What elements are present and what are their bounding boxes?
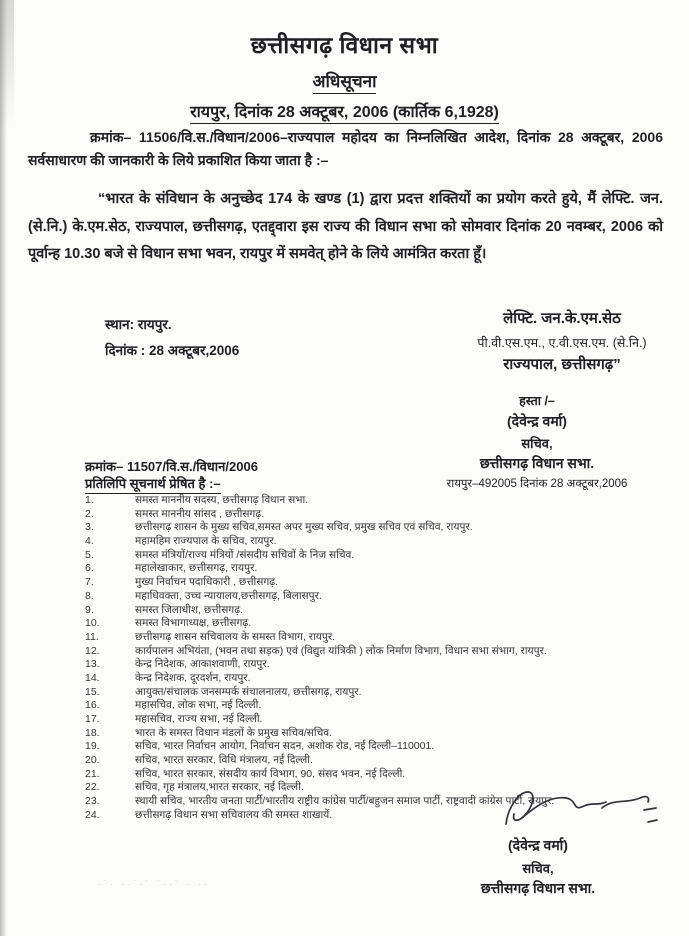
item-number: 12. [85, 644, 100, 657]
item-text: केन्द्र निदेशक, आकाशवाणी, रायपुर. [135, 658, 270, 671]
org-title: छत्तीसगढ़ विधान सभा [250, 32, 439, 58]
item-number: 4. [85, 535, 94, 548]
list-item [85, 520, 681, 534]
item-number: 10. [85, 617, 100, 630]
secretary-title: सचिव, [522, 861, 554, 876]
distribution-list [85, 493, 681, 822]
list-item [85, 644, 681, 658]
footer-signatory-block [428, 836, 648, 898]
faint-scan-marks: ·˙· ··˙·˙ ˙··˙ · ·· [98, 879, 210, 889]
secretary-org: छत्तीसगढ़ विधान सभा. [480, 880, 596, 896]
item-number: 13. [85, 658, 100, 671]
item-text: महासचिव, राज्य सभा, नई दिल्ली. [135, 713, 263, 725]
item-number: 17. [85, 713, 100, 725]
item-number: 22. [85, 781, 100, 794]
date-line: दिनांक : 28 अक्टूबर,2006 [105, 343, 240, 358]
list-item [85, 507, 681, 521]
item-text: स्थायी सचिव, भारतीय जनता पार्टी/भारतीय राष्ट्रीय कांग्रेस पार्टी/बहुजन समाज पार्टी, राष्ट्रवादी कांग्रेस पार्टी, रायपुर. [135, 795, 555, 808]
secretary-title: सचिव, [521, 436, 553, 451]
handwritten-signature [498, 784, 660, 838]
secretary-name: (देवेन्द्र वर्मा) [507, 413, 567, 429]
item-number: 24. [85, 808, 100, 821]
list-item [85, 739, 681, 753]
item-text: समस्त मंत्रियों/राज्य मंत्रियों /संसदीय सचिवों के निज सचिव. [135, 548, 355, 561]
governor-order-paragraph: “भारत के संविधान के अनुच्छेद 174 के खण्ड (1) द्वारा प्रदत्त शक्तियों का प्रयोग करते हुये, मैं लेफ्टि. जन. (से.नि.) के.एम.सेठ, राज्यपाल, छत्तीसगढ़, एतद्द्वारा इस राज्य की विधान सभा को सोमवार दिनांक 20 नवम्बर, 2006 को पूर्वान्ह 10.30 बजे से विधान सभा भवन, रायपुर में समवेत् होने के लिये आमंत्रित करता हूँ। [28, 191, 663, 262]
item-text: मुख्य निर्वाचन पदाधिकारी , छत्तीसगढ़. [135, 576, 279, 589]
item-number: 3. [85, 521, 94, 534]
item-text: महालेखाकार, छत्तीसगढ़, रायपुर. [135, 562, 258, 575]
notification-heading: अधिसूचना [313, 69, 377, 94]
list-item [85, 548, 681, 562]
secretary-attestation-block [427, 392, 647, 491]
place-date-block [105, 312, 239, 364]
item-number: 11. [85, 630, 99, 643]
item-text: कार्यपालन अभियंता, (भवन तथा सड़क) एवं (विद्युत यांत्रिकी ) लोक निर्माण विभाग, विधान सभा संभाग, रायपुर. [135, 644, 547, 657]
item-number: 14. [85, 671, 100, 684]
reference-number: क्रमांक– 11507/वि.स./विधान/2006 [85, 459, 258, 474]
place-line: स्थान: रायपुर. [105, 317, 172, 332]
item-text: महासचिव, लोक सभा, नई दिल्ली. [135, 699, 262, 712]
item-number: 5. [85, 548, 94, 561]
secretary-place-date: रायपुर–492005 दिनांक 28 अक्टूबर,2006 [446, 478, 628, 490]
list-item [85, 657, 681, 671]
list-item [85, 685, 681, 699]
governor-name: लेफ्टि. जन.के.एम.सेठ [503, 310, 621, 327]
item-number: 7. [85, 576, 94, 589]
list-item [85, 493, 681, 507]
list-item [85, 603, 681, 617]
item-text: समस्त माननीय सदस्य, छत्तीसगढ़ विधान सभा. [135, 494, 309, 506]
item-number: 8. [85, 589, 94, 602]
secretary-name: (देवेन्द्र वर्मा) [508, 837, 568, 853]
secretary-org: छत्तीसगढ़ विधान सभा. [479, 455, 595, 471]
item-number: 16. [85, 699, 100, 712]
item-number: 19. [85, 740, 100, 753]
list-item [85, 630, 681, 644]
item-number: 9. [85, 603, 94, 616]
item-number: 1. [85, 494, 94, 506]
item-number: 15. [85, 685, 100, 698]
item-text: सचिव, भारत सरकार, संसदीय कार्य विभाग, 90, संसद भवन, नई दिल्ली. [135, 767, 406, 780]
list-item [85, 671, 681, 685]
item-text: भारत के समस्त विधान मंडलों के प्रमुख सचिव/सचिव. [135, 726, 332, 739]
governor-title: राज्यपाल, छत्तीसगढ़” [503, 356, 621, 373]
item-text: महामहिम राज्यपाल के सचिव, रायपुर. [135, 535, 277, 548]
item-text: सचिव, भारत सरकार, विधि मंत्रालय, नई दिल्ली. [135, 754, 313, 767]
item-text: सचिव, गृह मंत्रालय,भारत सरकार, नई दिल्ली. [135, 781, 304, 794]
copy-distribution-heading: प्रतिलिपि सूचनार्थ प्रेषित है :– [85, 474, 221, 494]
place-date-heading: रायपुर, दिनांक 28 अक्टूबर, 2006 (कार्तिक 6,1928) [190, 100, 499, 124]
item-number: 20. [85, 754, 100, 767]
item-text: समस्त जिलाधीश, छत्तीसगढ़. [135, 603, 244, 616]
list-item [85, 712, 681, 726]
governor-signatory-block [448, 308, 676, 374]
list-item [85, 698, 681, 712]
list-item [85, 726, 681, 740]
governor-honors: पी.वी.एस.एम., ए.वी.एस.एम. (से.नि.) [477, 336, 647, 350]
order-reference-paragraph: क्रमांक– 11506/वि.स./विधान/2006–राज्यपाल महोदय का निम्नलिखित आदेश, दिनांक 28 अक्टूबर, 2006 सर्वसाधारण की जानकारी के लिये प्रकाशित किया जाता है :– [28, 129, 663, 168]
item-text: समस्त विभागाध्यक्ष, छत्तीसगढ़. [135, 617, 252, 630]
item-number: 2. [85, 507, 94, 520]
list-item [85, 575, 681, 589]
signed-notation: हस्ता /– [519, 394, 555, 408]
item-number: 18. [85, 726, 100, 739]
item-text: छत्तीसगढ़ विधान सभा सचिवालय की समस्त शाखायें. [135, 808, 333, 821]
item-text: छत्तीसगढ़ शासन सचिवालय के समस्त विभाग, रायपुर. [135, 630, 336, 643]
list-item [85, 616, 681, 630]
list-item [85, 767, 681, 781]
document-header [0, 28, 689, 124]
item-number: 23. [85, 795, 100, 808]
item-text: समस्त माननीय सांसद , छत्तीसगढ़. [135, 507, 265, 520]
list-item [85, 534, 681, 548]
item-text: केन्द्र निदेशक, दूरदर्शन, रायपुर. [135, 671, 251, 684]
item-text: छत्तीसगढ़ शासन के मुख्य सचिव,समस्त अपर मुख्य सचिव, प्रमुख सचिव एवं सचिव, रायपुर. [135, 521, 473, 534]
list-item [85, 753, 681, 767]
list-item [85, 561, 681, 575]
list-item [85, 589, 681, 603]
item-text: महाधिवक्ता, उच्च न्यायालय,छत्तीसगढ़, बिलासपुर. [135, 589, 322, 602]
item-number: 6. [85, 562, 94, 575]
item-number: 21. [85, 767, 100, 780]
item-text: आयुक्त/संचालक जनसम्पर्क संचालनालय, छत्तीसगढ़, रायपुर. [135, 685, 362, 698]
item-text: सचिव, भारत निर्वाचन आयोग, निर्वाचन सदन, अशोक रोड, नई दिल्ली–110001. [135, 740, 435, 753]
scan-edge-artifact [0, 0, 7, 936]
